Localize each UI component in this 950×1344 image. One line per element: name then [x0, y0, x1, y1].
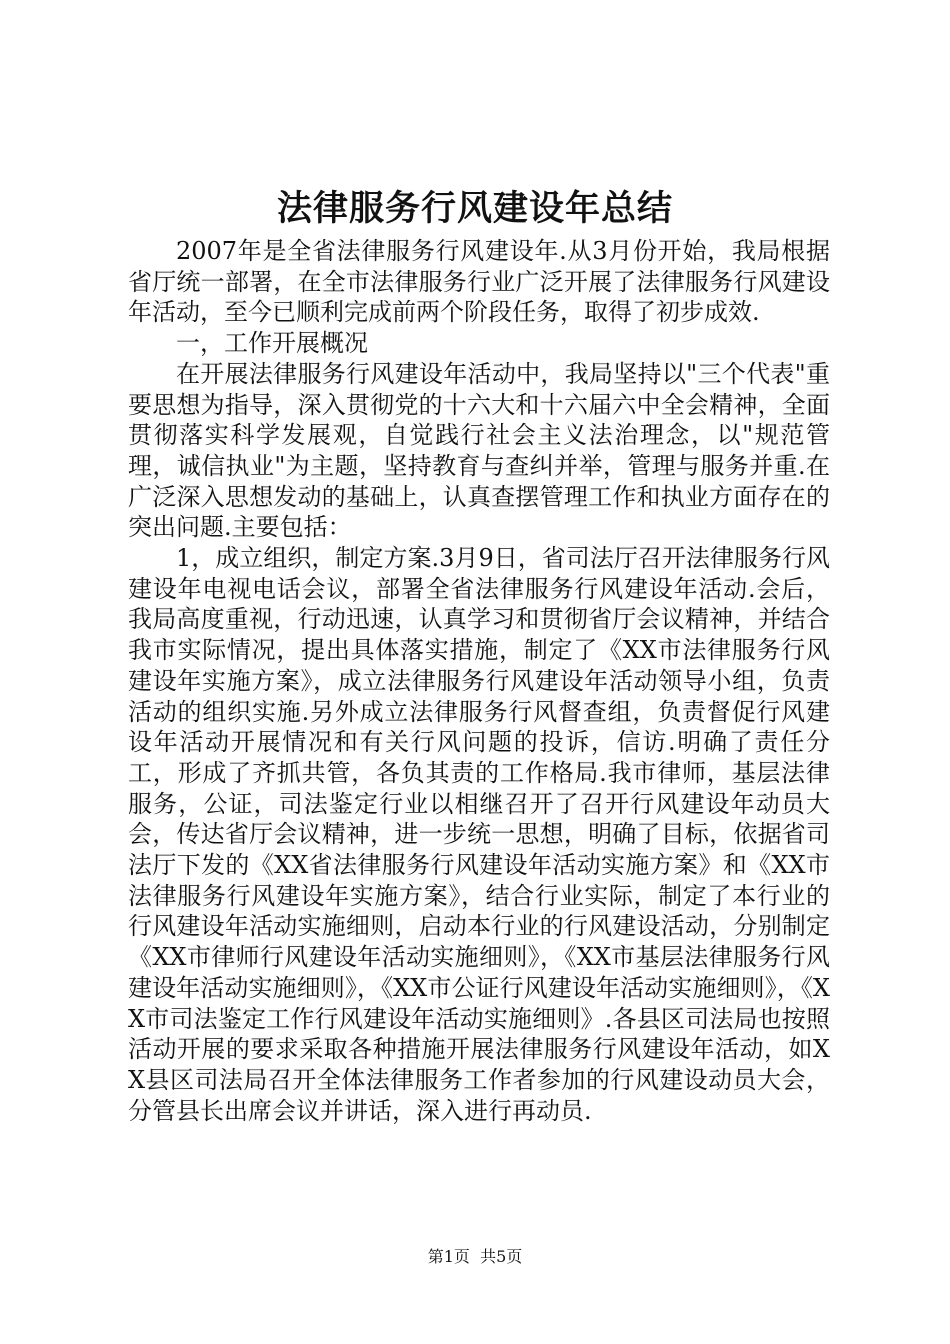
page-total: 共5页	[480, 1247, 523, 1266]
section-heading: 一，工作开展概况	[176, 329, 368, 358]
document-body	[128, 236, 830, 1126]
intro-paragraph: 2007年是全省法律服务行风建设年.从3月份开始，我局根据省厅统一部署，在全市法律服务行业广泛开展了法律服务行风建设年活动，至今已顺利完成前两个阶段任务，取得了初步成效.	[128, 237, 830, 327]
document-title: 法律服务行风建设年总结	[276, 188, 673, 229]
item-paragraph: 1，成立组织，制定方案.3月9日，省司法厅召开法律服务行风建设年电视电话会议，部署全省法律服务行风建设年活动.会后，我局高度重视，行动迅速，认真学习和贯彻省厅会议精神，并结合我市实际情况，提出具体落实措施，制定了《XX市法律服务行风建设年实施方案》，成立法律服务行风建设年活动领导小组，负责活动的组织实施.另外成立法律服务行风督查组，负责督促行风建设年活动开展情况和有关行风问题的投诉，信访.明确了责任分工，形成了齐抓共管，各负其责的工作格局.我市律师，基层法律服务，公证，司法鉴定行业以相继召开了召开行风建设年动员大会，传达省厅会议精神，进一步统一思想，明确了目标，依据省司法厅下发的《XX省法律服务行风建设年活动实施方案》和《XX市法律服务行风建设年实施方案》，结合行业实际，制定了本行业的行风建设年活动实施细则，启动本行业的行风建设活动，分别制定《XX市律师行风建设年活动实施细则》，《XX市基层法律服务行风建设年活动实施细则》，《XX市公证行风建设年活动实施细则》，《XX市司法鉴定工作行风建设年活动实施细则》.各县区司法局也按照活动开展的要求采取各种措施开展法律服务行风建设年活动，如XX县区司法局召开全体法律服务工作者参加的行风建设动员大会，分管县长出席会议并讲话，深入进行再动员.	[128, 544, 830, 1125]
page-number: 第1页	[427, 1247, 470, 1266]
section-paragraph: 在开展法律服务行风建设年活动中，我局坚持以"三个代表"重要思想为指导，深入贯彻党的十六大和十六届六中全会精神，全面贯彻落实科学发展观，自觉践行社会主义法治理念，以"规范管理，诚信执业"为主题，坚持教育与查纠并举，管理与服务并重.在广泛深入思想发动的基础上，认真查摆管理工作和执业方面存在的突出问题.主要包括：	[128, 359, 830, 542]
page-footer	[0, 1245, 950, 1269]
